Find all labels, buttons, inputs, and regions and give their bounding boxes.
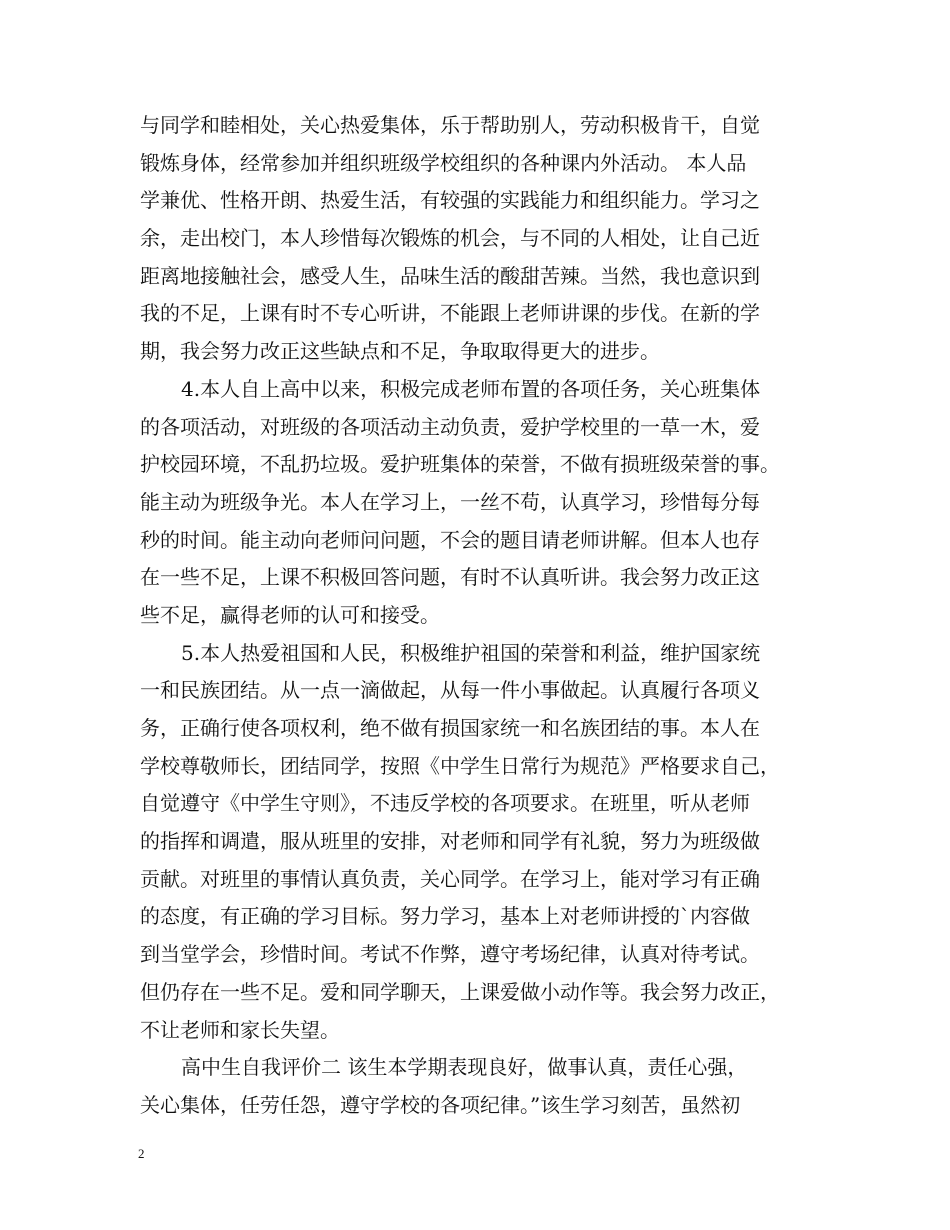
text-line: 学兼优、性格开朗、热爱生活，有较强的实践能力和组织能力。学习之 [140, 188, 760, 213]
text-line: 余，走出校门，本人珍惜每次锻炼的机会，与不同的人相处，让自己近 [140, 226, 760, 251]
text-line: 务，正确行使各项权利，绝不做有损国家统一和名族团结的事。本人在 [140, 716, 760, 740]
text-line: 与同学和睦相处，关心热爱集体，乐于帮助别人，劳动积极肯干，自觉 [140, 113, 760, 137]
text-line: 期，我会努力改正这些缺点和不足，争取取得更大的进步。 [140, 339, 660, 364]
text-line: 的指挥和调遣，服从班里的安排，对老师和同学有礼貌，努力为班级做 [140, 829, 760, 854]
text-line: 4.本人自上高中以来，积极完成老师布置的各项任务，关心班集体 [181, 376, 761, 401]
text-line: 我的不足，上课有时不专心听讲，不能跟上老师讲课的步伐。在新的学 [140, 301, 760, 326]
text-line: 一和民族团结。从一点一滴做起，从每一件小事做起。认真履行各项义 [140, 678, 760, 703]
page-number: 2 [138, 1146, 145, 1161]
text-line: 些不足，赢得老师的认可和接受。 [140, 602, 440, 627]
body-text [140, 107, 830, 1125]
text-line: 能主动为班级争光。本人在学习上，一丝不苟，认真学习，珍惜每分每 [140, 489, 760, 514]
text-line: 距离地接触社会，感受人生，品味生活的酸甜苦辣。当然，我也意识到 [140, 263, 760, 288]
text-line: 5.本人热爱祖国和人民，积极维护祖国的荣誉和利益，维护国家统 [181, 640, 761, 665]
text-line: 的态度，有正确的学习目标。努力学习，基本上对老师讲授的`内容做 [140, 904, 750, 929]
text-line: 高中生自我评价二 该生本学期表现良好，做事认真，责任心强， [181, 1055, 748, 1080]
text-line: 不让老师和家长失望。 [140, 1017, 340, 1042]
text-line: 关心集体，任劳任怨，遵守学校的各项纪律。”该生学习刻苦，虽然初 [140, 1092, 741, 1117]
text-line: 在一些不足，上课不积极回答问题，有时不认真听讲。我会努力改正这 [140, 565, 760, 590]
text-line: 自觉遵守《中学生守则》，不违反学校的各项要求。在班里，听从老师 [140, 791, 750, 816]
text-line: 锻炼身体，经常参加并组织班级学校组织的各种课内外活动。 本人品 [140, 150, 747, 175]
text-line: 护校园环境，不乱扔垃圾。爱护班集体的荣誉，不做有损班级荣誉的事。 [140, 452, 780, 477]
text-line: 但仍存在一些不足。爱和同学聊天，上课爱做小动作等。我会努力改正， [140, 979, 780, 1004]
text-line: 秒的时间。能主动向老师问问题，不会的题目请老师讲解。但本人也存 [140, 527, 760, 552]
text-line: 到当堂学会，珍惜时间。考试不作弊，遵守考场纪律，认真对待考试。 [140, 942, 760, 967]
text-line: 的各项活动，对班级的各项活动主动负责，爱护学校里的一草一木，爱 [140, 414, 760, 439]
text-line: 学校尊敬师长，团结同学，按照《中学生日常行为规范》严格要求自己， [140, 753, 780, 778]
text-line: 贡献。对班里的事情认真负责，关心同学。在学习上，能对学习有正确 [140, 866, 760, 891]
